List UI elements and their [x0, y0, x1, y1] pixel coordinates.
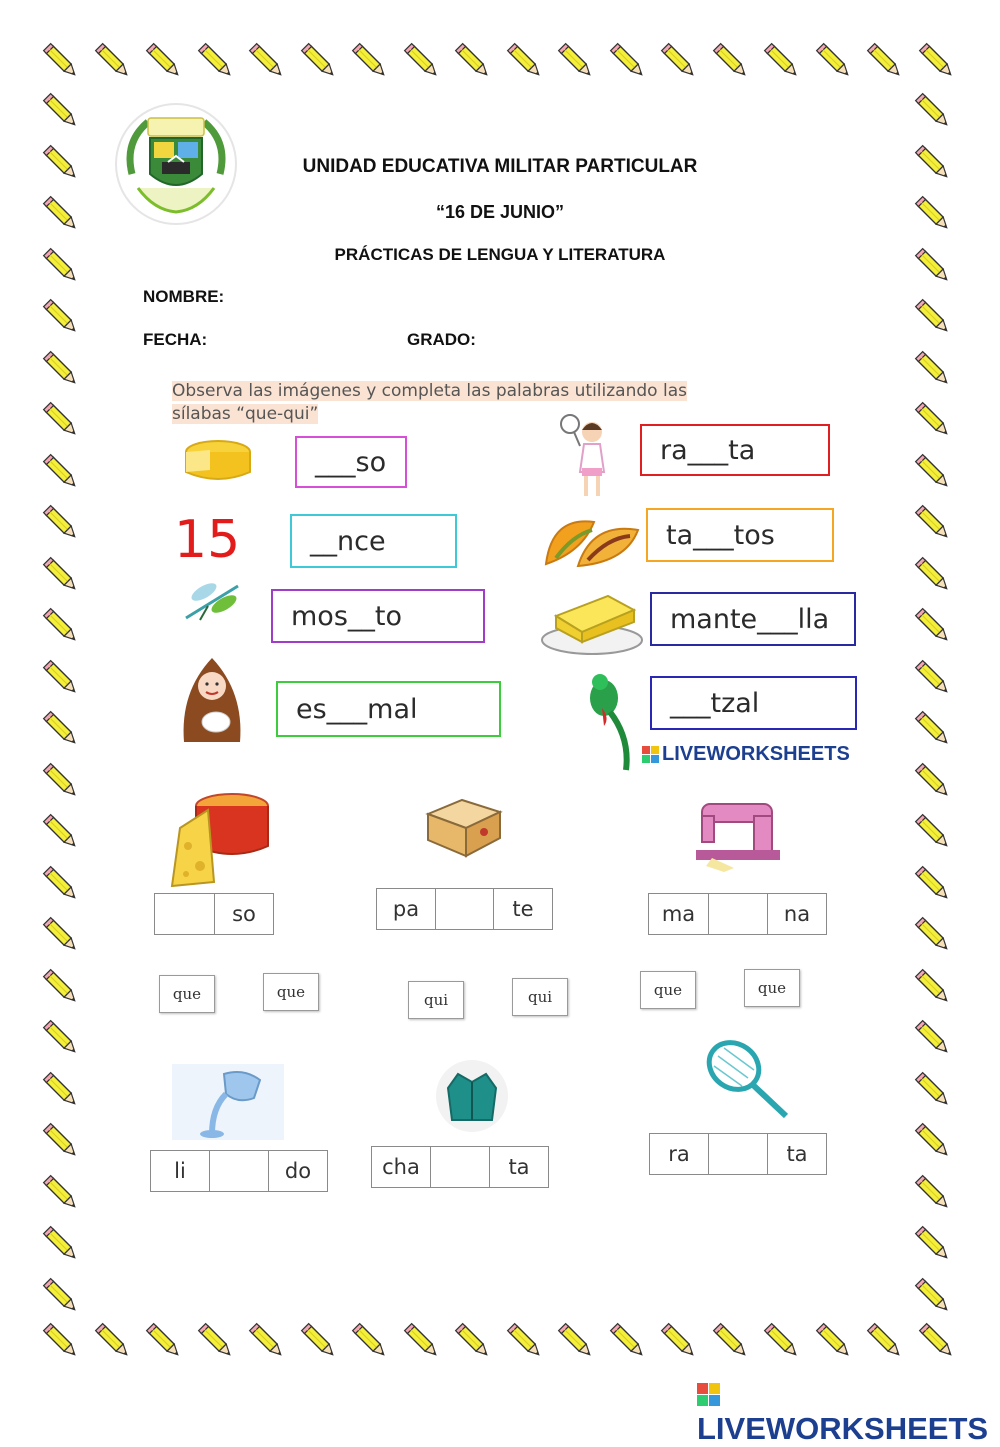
pencil-icon [143, 1320, 187, 1364]
syllable-box-paquete [376, 888, 553, 930]
pencil-icon [40, 1275, 84, 1319]
pencil-icon [40, 863, 84, 907]
pencil-icon [912, 914, 956, 958]
drag-chip-que[interactable]: que [640, 971, 696, 1009]
pencil-icon [912, 966, 956, 1010]
drag-chip-que[interactable]: que [744, 969, 800, 1007]
syllable-blank[interactable] [708, 894, 767, 934]
pencil-icon [864, 40, 908, 84]
pencil-icon [912, 348, 956, 392]
syllable-blank[interactable] [209, 1151, 268, 1191]
pencil-icon [298, 40, 342, 84]
instructions-line-2: sílabas “que-qui” [172, 404, 319, 424]
pencil-icon [912, 296, 956, 340]
pencil-icon [710, 1320, 754, 1364]
pencil-icon [607, 1320, 651, 1364]
school-name: UNIDAD EDUCATIVA MILITAR PARTICULAR [302, 156, 698, 177]
drag-chip-qui[interactable]: qui [512, 978, 568, 1016]
pencil-icon [864, 1320, 908, 1364]
girl-racket-icon [556, 412, 620, 504]
syllable-blank[interactable] [435, 889, 493, 929]
liveworksheets-logo-icon [642, 746, 659, 763]
pencil-icon [452, 1320, 496, 1364]
syllable-blank[interactable] [708, 1134, 767, 1174]
pencil-icon [710, 40, 754, 84]
pencil-icon [92, 1320, 136, 1364]
pencil-icon [912, 863, 956, 907]
pencil-icon [40, 1172, 84, 1216]
pencil-icon [912, 502, 956, 546]
pencil-icon [40, 1120, 84, 1164]
pencil-icon [912, 554, 956, 598]
syllable-cell: ta [767, 1134, 826, 1174]
pencil-icon [40, 554, 84, 598]
pencil-icon [912, 451, 956, 495]
word-box-quetzal[interactable]: ___tzal [650, 676, 857, 730]
butter-icon [538, 582, 648, 658]
pencil-icon [40, 296, 84, 340]
grade-label: GRADO: [407, 330, 476, 349]
package-icon [422, 790, 506, 860]
syllable-box-raqueta [649, 1133, 827, 1175]
syllable-cell: cha [382, 1155, 420, 1179]
pencil-icon [912, 90, 956, 134]
pencil-icon [40, 451, 84, 495]
pencil-icon [40, 708, 84, 752]
pencil-icon [555, 1320, 599, 1364]
pencil-icon [40, 399, 84, 443]
pencil-icon [504, 40, 548, 84]
pencil-icon [401, 40, 445, 84]
pencil-icon [40, 914, 84, 958]
pencil-icon [912, 657, 956, 701]
syllable-box-liquido [150, 1150, 328, 1192]
quetzal-icon [580, 668, 640, 772]
jacket-icon [432, 1058, 512, 1134]
pencil-icon [195, 1320, 239, 1364]
pencil-icon [40, 40, 84, 84]
word-box-taquitos[interactable]: ta___tos [646, 508, 834, 562]
syllable-cell: li [174, 1159, 186, 1183]
liveworksheets-bottom-text: LIVEWORKSHEETS [697, 1411, 989, 1446]
drag-chip-que[interactable]: que [263, 973, 319, 1011]
pencil-icon [912, 811, 956, 855]
cheese-wedge-icon [164, 786, 274, 890]
liveworksheets-mid-text: LIVEWORKSHEETS [662, 743, 850, 765]
drag-chip-que[interactable]: que [159, 975, 215, 1013]
syllable-box-queso [154, 893, 274, 935]
number-fifteen: 15 [174, 510, 241, 570]
pencil-icon [912, 1172, 956, 1216]
syllable-blank[interactable] [430, 1147, 489, 1187]
pencil-icon [912, 708, 956, 752]
eskimo-icon [176, 652, 248, 748]
pencil-icon [555, 40, 599, 84]
pencil-icon [504, 1320, 548, 1364]
pencil-icon [40, 348, 84, 392]
liveworksheets-watermark-mid [642, 743, 850, 766]
pencil-icon [40, 1069, 84, 1113]
pencil-icon [452, 40, 496, 84]
word-box-raqueta[interactable]: ra___ta [640, 424, 830, 476]
pencil-icon [40, 90, 84, 134]
pencil-icon [401, 1320, 445, 1364]
pencil-icon [40, 605, 84, 649]
pencil-icon [195, 40, 239, 84]
pencil-icon [761, 40, 805, 84]
syllable-cell: ma [661, 902, 696, 926]
syllable-cell: ta [489, 1147, 548, 1187]
pencil-icon [607, 40, 651, 84]
pencil-icon [912, 1223, 956, 1267]
pencil-icon [40, 966, 84, 1010]
pencil-icon [912, 1069, 956, 1113]
liveworksheets-watermark-bottom [697, 1375, 1000, 1447]
syllable-box-chaqueta [371, 1146, 549, 1188]
pencil-icon [40, 502, 84, 546]
pencil-icon [761, 1320, 805, 1364]
word-box-mantequilla[interactable]: mante___lla [650, 592, 856, 646]
syllable-cell: do [268, 1151, 327, 1191]
syllable-cell: ra [668, 1142, 690, 1166]
pencil-icon [143, 40, 187, 84]
pencil-icon [658, 40, 702, 84]
pencil-icon [813, 40, 857, 84]
pencil-icon [912, 399, 956, 443]
syllable-blank[interactable] [155, 894, 214, 934]
pencil-icon [916, 40, 960, 84]
word-box-queso[interactable]: ___so [295, 436, 407, 488]
pencil-icon [912, 1017, 956, 1061]
taco-icon [542, 512, 642, 572]
pencil-icon [912, 1275, 956, 1319]
pencil-icon [40, 1223, 84, 1267]
syllable-cell: so [214, 894, 273, 934]
pencil-icon [912, 605, 956, 649]
instructions-line-1: Observa las imágenes y completa las palabras utilizando las [172, 381, 687, 401]
syllable-box-maquina [648, 893, 827, 935]
word-box-mosquito[interactable]: mos__to [271, 589, 485, 643]
pencil-icon [40, 1017, 84, 1061]
liveworksheets-logo-icon [697, 1383, 720, 1406]
cheese-icon [180, 436, 252, 488]
racket-icon [700, 1034, 792, 1122]
pencil-icon [246, 40, 290, 84]
pencil-icon [912, 1120, 956, 1164]
drag-chip-qui[interactable]: qui [408, 981, 464, 1019]
pencil-icon [813, 1320, 857, 1364]
date-label: FECHA: [143, 330, 208, 349]
pencil-icon [298, 1320, 342, 1364]
mosquito-icon [178, 574, 248, 626]
pencil-icon [912, 760, 956, 804]
instructions [172, 380, 782, 426]
pencil-icon [658, 1320, 702, 1364]
name-label: NOMBRE: [143, 287, 225, 306]
pencil-icon [40, 811, 84, 855]
subject-title: PRÁCTICAS DE LENGUA Y LITERATURA [334, 245, 666, 264]
word-box-quince[interactable]: __nce [290, 514, 457, 568]
pencil-icon [349, 1320, 393, 1364]
pencil-icon [349, 40, 393, 84]
pencil-icon [40, 657, 84, 701]
pencil-icon [40, 760, 84, 804]
syllable-cell: pa [392, 897, 420, 921]
sewing-machine-icon [694, 796, 786, 874]
pencil-icon [40, 1320, 84, 1364]
syllable-cell: te [493, 889, 552, 929]
pencil-icon [246, 1320, 290, 1364]
liquid-pour-icon [172, 1064, 284, 1140]
school-date-name: “16 DE JUNIO” [435, 202, 565, 222]
pencil-icon [916, 1320, 960, 1364]
syllable-cell: na [767, 894, 826, 934]
word-box-esquimal[interactable]: es___mal [276, 681, 501, 737]
pencil-icon [92, 40, 136, 84]
